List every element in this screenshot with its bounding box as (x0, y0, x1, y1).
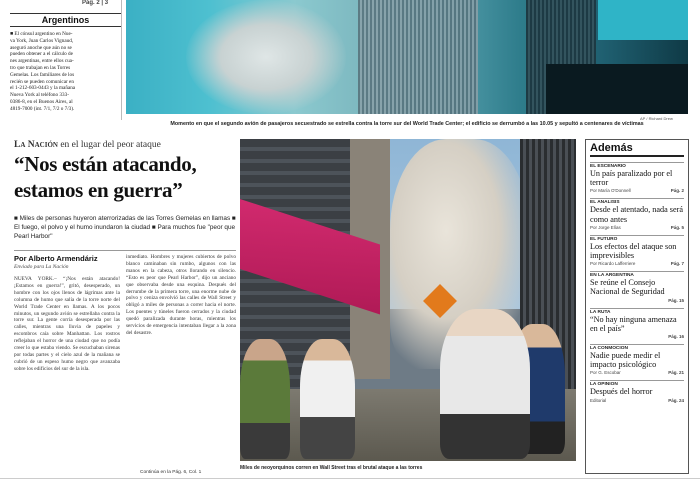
argentinos-text (10, 31, 121, 113)
sidebar-item-page: Pág. 7 (670, 261, 684, 267)
sidebar-item-headline: Después del horror (590, 387, 653, 397)
sidebar-item-headline: Nadie puede medir el impacto psicológico (590, 351, 661, 370)
text-line: ■ El cónsul argentino en Nue- (10, 31, 73, 37)
top-band (0, 0, 700, 120)
top-photo-caption: Momento en que el segundo avión de pasajeros secuestrado se estrella contra la torre sur del World Trade Center; el edificio se derrumbó a las 10.05 y sepultó a centenares de víctimas (170, 121, 644, 127)
page-reference: Pág. 2 | 3 (82, 0, 109, 6)
sidebar-item-headline: Los efectos del ataque son imprevisibles (590, 241, 677, 261)
sidebar-item-section: EN LA ARGENTINA (590, 271, 684, 278)
main-photo-caption: Miles de neoyorquinos corren en Wall Street tras el brutal ataque a las torres (240, 465, 423, 471)
text-line: va York, Juan Carlos Vignaud, (10, 37, 74, 44)
sidebar-item-page: Pág. 21 (668, 370, 684, 376)
sidebar-item-page: Pág. 16 (668, 334, 684, 340)
sidebar-item[interactable] (590, 308, 684, 339)
tower-facade (358, 0, 478, 114)
text-line: 0386-8, en el Buenos Aires, al (10, 98, 73, 105)
article-column-2: inmediato. Hombres y mujeres cubiertos de polvo blanco caminaban sin rumbo, algunos con las manos en la cabeza, otros llorando en silencio. “Esto es peor que Pearl Harbor”, dijo un anciano que observaba desde una esquina. Después del derrumbe de la primera torre, una enorme nube de polvo y ceniza envolvió las calles de Wall Street y obligó a miles de personas a correr hacia el norte. Los puentes y túneles fueron cerrados y la ciudad quedó paralizada durante horas, mientras los servicios de emergencia intentaban llegar a la zona del desastre. (126, 254, 236, 336)
sidebar-item-headline: Se reúne el Consejo Nacional de Seguridad (590, 278, 665, 297)
sidebar-item-author: Editorial (590, 397, 607, 403)
running-person (240, 339, 290, 459)
sidebar-item-section: LA CONMOCION (590, 344, 684, 351)
article-column-1: NUEVA YORK.– “¡Nos están atacando! ¡Estamos en guerra!”, gritó, desesperado, un hombre con los ojos llenos de lágrimas ante la columna de humo que salía de la torre norte del World Trade Center en llamas. A los pocos minutos, un segundo avión se estrellaba contra la torre sur. La gente corría desesperada por las calles, mientras una lluvia de papeles y escombros caía sobre Manhattan. Los rostros reflejaban el horror de una ciudad que no podía creer lo que estaba viendo. Se escuchaban sirenas por todas partes y el cielo azul de la mañana se cubrió de un espeso humo negro que avanzaba sobre los edificios del sur de la isla. (14, 276, 120, 372)
page-title: “Nos están atacando, estamos en guerra” (14, 152, 197, 202)
sidebar-item[interactable] (590, 271, 684, 302)
continued-link: Continúa en la Pág. 6, Col. 1 (140, 470, 202, 475)
sidebar-item[interactable] (590, 344, 684, 375)
argentinos-title: Argentinos (10, 13, 121, 27)
sidebar-item-page: Pág. 15 (668, 297, 684, 303)
sidebar-item-author: Por Ricardo Lafferriere (590, 261, 636, 267)
sidebar-item-page: Pág. 2 (670, 188, 684, 194)
sky-patch (598, 0, 688, 40)
sidebar-item[interactable] (590, 380, 684, 402)
sidebar-title: Además (590, 142, 684, 157)
text-line: aseguró anoche que aún no se (10, 44, 72, 51)
text-line: tro que trabajan en las Torres (10, 64, 71, 71)
sidebar-item-section: LA OPINION (590, 380, 684, 387)
divider (14, 250, 236, 251)
sidebar-item-page: Pág. 24 (668, 397, 684, 403)
sidebar-item[interactable] (590, 198, 684, 229)
sidebar-item[interactable] (590, 162, 684, 193)
sidebar-item-author: Por Jorge Elías (590, 224, 621, 230)
text-line: Gemelas. Los familiares de los (10, 71, 75, 78)
sidebar-item-page: Pág. 5 (670, 224, 684, 230)
sidebar-item-section: EL ANALISIS (590, 198, 684, 205)
argentinos-box (10, 0, 122, 120)
text-line: recién se pueden comunicar en (10, 78, 74, 85)
sidebar-item[interactable] (590, 235, 684, 266)
smoke-cloud (186, 0, 346, 114)
running-person (300, 339, 355, 459)
sidebar-item-headline: “No hay ninguna amenaza en el país” (590, 314, 677, 333)
building-silhouette (546, 64, 688, 114)
divider (0, 478, 700, 479)
sidebar-item-section: LA RUTA (590, 308, 684, 315)
text-line: 4819-7000 (int. 7/1, 7/2 o 7/3). (10, 105, 75, 112)
running-person (440, 309, 530, 459)
text-line: pueden obtener a el cálculo de (10, 51, 73, 58)
sidebar-item-section: EL ESCENARIO (590, 162, 684, 169)
sidebar-item-section: EL FUTURO (590, 235, 684, 242)
article-kicker (14, 140, 161, 150)
text-line: nes argentinas, entre ellos cua- (10, 58, 74, 65)
sidebar-item-headline: Desde el atentado, nada será como antes (590, 205, 683, 224)
plane-impact-photo (126, 0, 688, 114)
sidebar-item-author: Por María O'Donnell (590, 188, 631, 194)
sidebar-item-author: Por G. Escobar (590, 370, 621, 376)
street-photo (240, 139, 576, 461)
text-line: Nueva York al teléfono 333- (10, 92, 69, 99)
byline: Por Alberto Armendáriz (14, 254, 98, 263)
kicker-text: en el lugar del peor ataque (57, 140, 161, 150)
article-summary: ■ Miles de personas huyeron aterrorizadas de las Torres Gemelas en llamas ■ El fuego, el polvo y el humo inundaron la ciudad ■ Para muchos fue "peor que Pearl Harbor" (14, 215, 236, 240)
text-line: el 1-212-603-0443 y la mañana (10, 85, 76, 92)
photo-credit: AP / Richard Drew (640, 116, 673, 121)
sidebar-ademas (585, 139, 689, 474)
sidebar-item-headline: Un país paralizado por el terror (590, 169, 673, 188)
kicker-name: La Nación (14, 140, 58, 150)
byline-role: Enviado para La Nación (14, 264, 69, 270)
